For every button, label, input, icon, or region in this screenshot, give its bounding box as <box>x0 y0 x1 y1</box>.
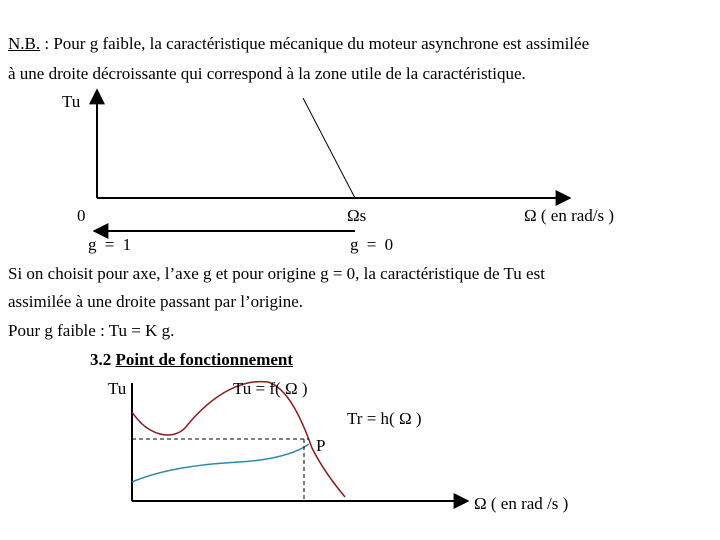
paragraph-line-2: assimilée à une droite passant par l’origine. <box>8 292 304 311</box>
paragraph-line-3: Pour g faible : Tu = K g. <box>8 321 175 340</box>
paragraph-line-1: Si on choisit pour axe, l’axe g et pour origine g = 0, la caractéristique de Tu est <box>8 264 545 283</box>
fig2-y-axis-label: Tu <box>108 379 127 398</box>
fig2-motor-curve-label: Tu = f( Ω ) <box>233 379 308 398</box>
fig1-x-axis-label: Ω ( en rad/s ) <box>524 206 615 225</box>
fig1-origin-label: 0 <box>77 206 86 225</box>
note-line-2: à une droite décroissante qui correspond à la zone utile de la caractéristique. <box>8 64 526 83</box>
fig2-point-label: P <box>316 436 326 455</box>
section-number: 3.2 <box>90 350 116 369</box>
note-line-1-text: : Pour g faible, la caractéristique mécanique du moteur asynchrone est assimilée <box>40 34 590 53</box>
section-title: Point de fonctionnement <box>115 350 294 369</box>
note-label: N.B. <box>8 34 41 53</box>
fig2-load-curve <box>132 444 309 482</box>
fig1-y-axis-label: Tu <box>62 92 81 111</box>
fig1-omega-s-label: Ωs <box>347 206 367 225</box>
fig2-load-curve-label: Tr = h( Ω ) <box>347 409 422 428</box>
fig1-g-one-label: g = 1 <box>88 235 134 254</box>
fig1-g-zero-label: g = 0 <box>350 235 396 254</box>
fig2-x-axis-label: Ω ( en rad /s ) <box>474 494 569 513</box>
